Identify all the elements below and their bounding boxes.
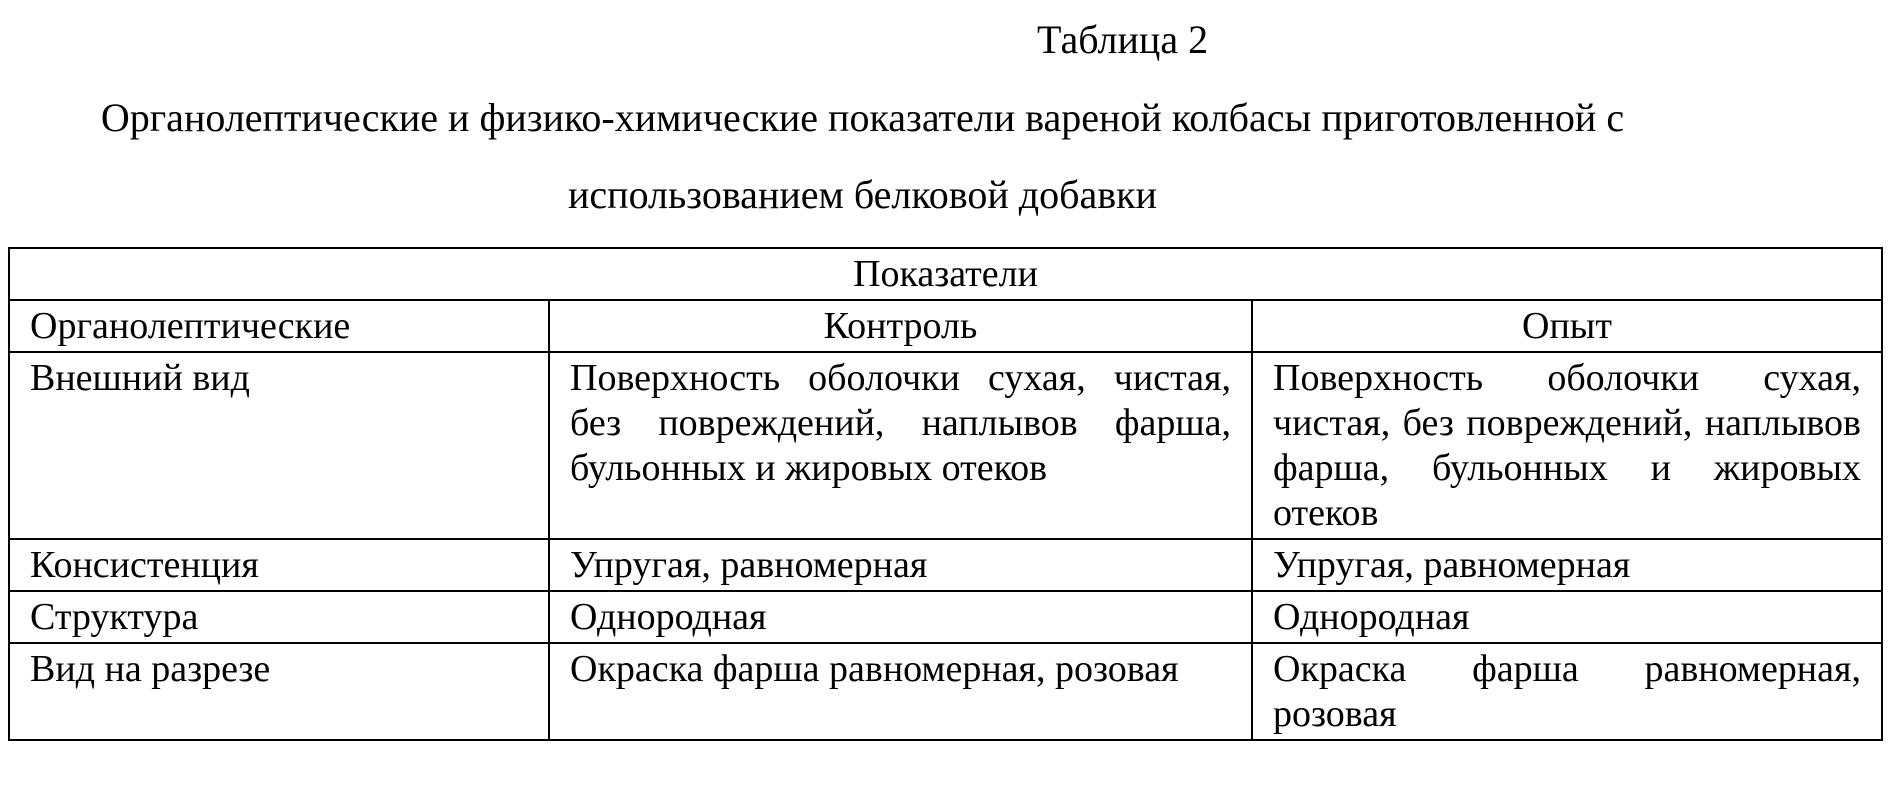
row-name-cell: Внешний вид: [9, 352, 549, 539]
column-header-control: Контроль: [549, 300, 1252, 352]
control-value-cell: Поверхность оболочки сухая, чистая, без повреждений, наплывов фарша, бульонных и жировых отеков: [549, 352, 1252, 539]
indicators-table: [8, 247, 1883, 741]
table-row: [9, 643, 1882, 740]
experiment-value-cell: Упругая, равномерная: [1252, 539, 1882, 591]
table-title-line-2: использованием белковой добавки: [568, 172, 1157, 217]
table-row: [9, 591, 1882, 643]
experiment-value-cell: Окраска фарша равномерная, розовая: [1252, 643, 1882, 740]
row-name-cell: Консистенция: [9, 539, 549, 591]
table-row: [9, 352, 1882, 539]
experiment-value-cell: Однородная: [1252, 591, 1882, 643]
group-header-cell: Показатели: [9, 248, 1882, 300]
row-name-cell: Структура: [9, 591, 549, 643]
column-header-experiment: Опыт: [1252, 300, 1882, 352]
column-header-row: [9, 300, 1882, 352]
table-caption: Таблица 2: [1037, 17, 1209, 62]
column-header-organoleptic: Органолептические: [9, 300, 549, 352]
table-title-line-1: Органолептические и физико-химические показатели вареной колбасы приготовленной с: [100, 95, 1625, 140]
control-value-cell: Упругая, равномерная: [549, 539, 1252, 591]
control-value-cell: Окраска фарша равномерная, розовая: [549, 643, 1252, 740]
control-value-cell: Однородная: [549, 591, 1252, 643]
experiment-value-cell: Поверхность оболочки сухая, чистая, без повреждений, наплывов фарша, бульонных и жировых отеков: [1252, 352, 1882, 539]
row-name-cell: Вид на разрезе: [9, 643, 549, 740]
group-header-row: [9, 248, 1882, 300]
table-row: [9, 539, 1882, 591]
